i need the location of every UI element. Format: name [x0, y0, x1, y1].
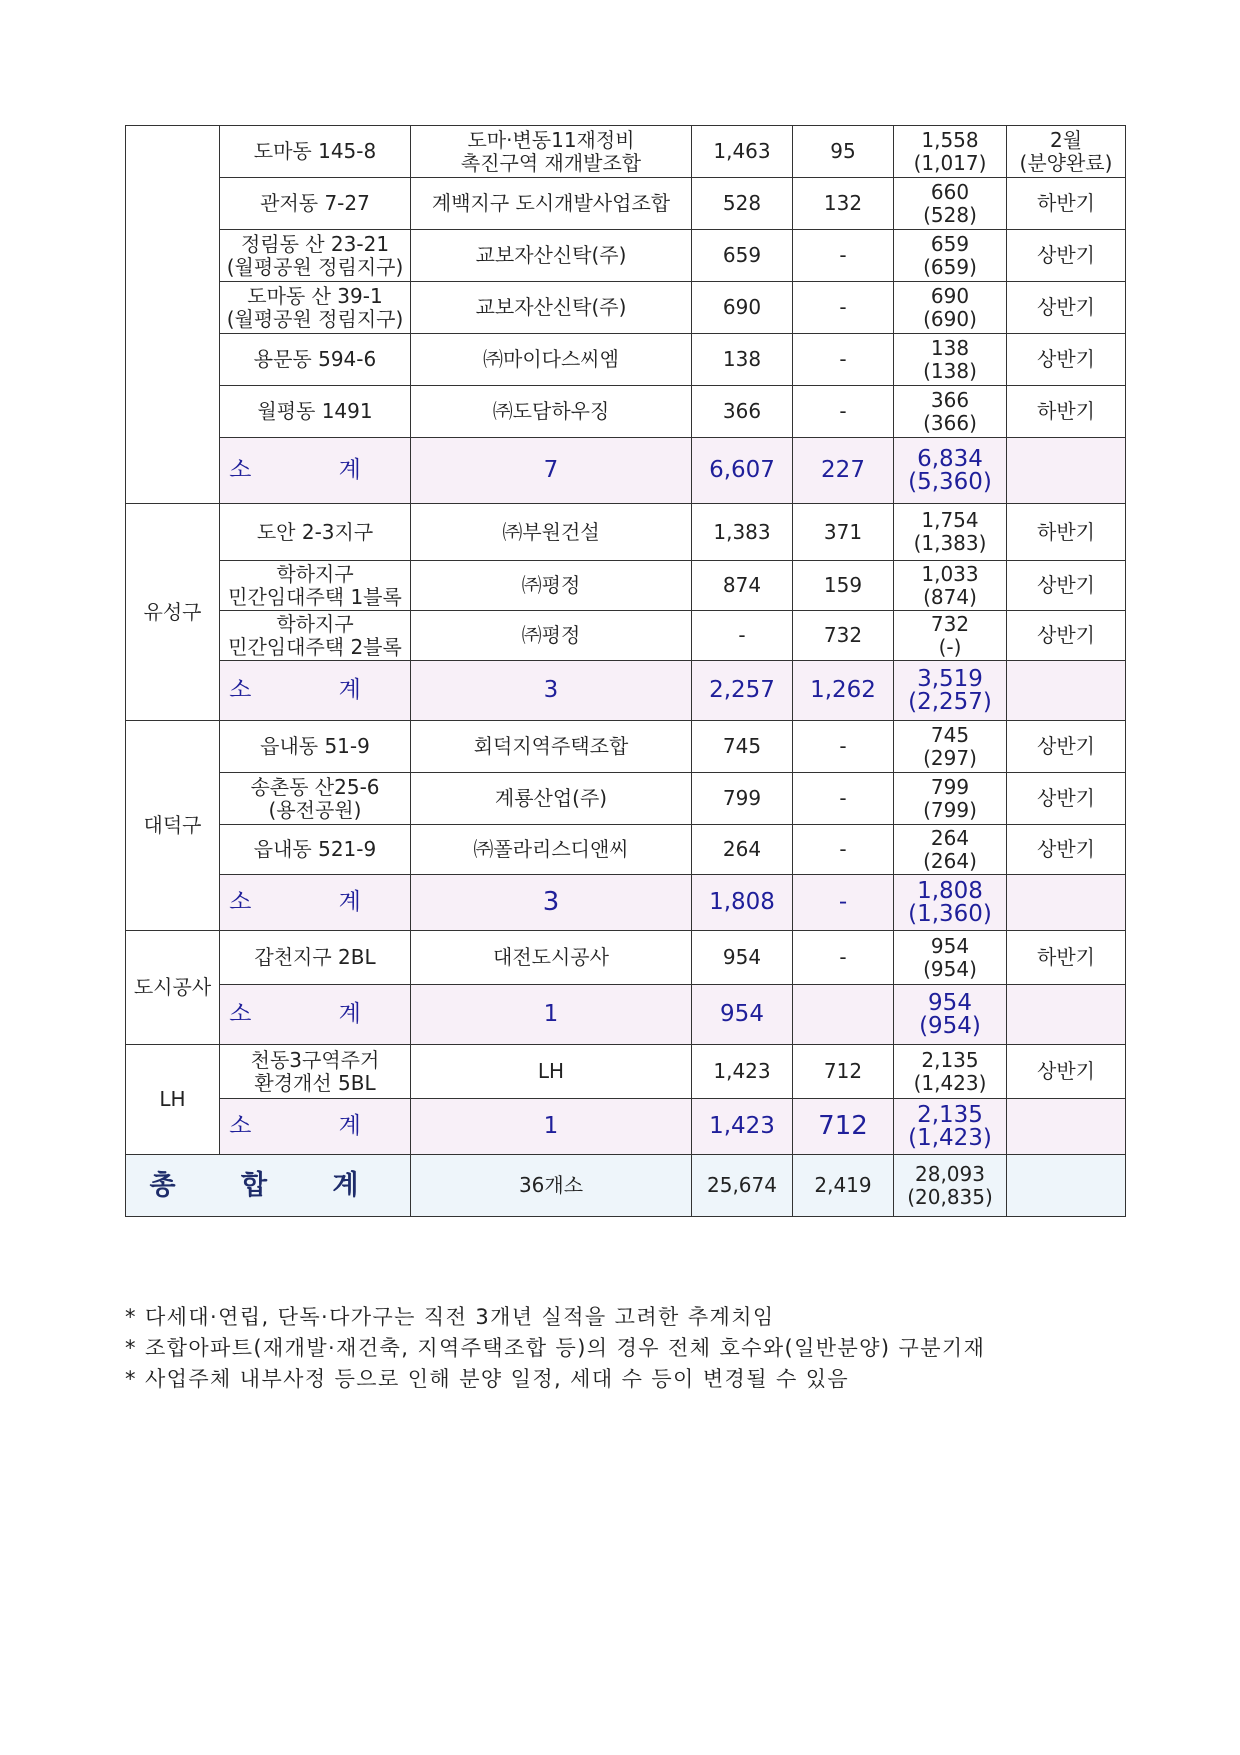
cell-line: 상반기: [1037, 295, 1095, 319]
location-cell: [220, 126, 411, 178]
cell-line: 도마·변동11재정비: [467, 127, 635, 152]
total-value: 2,135: [921, 1047, 979, 1072]
total-cell: [894, 1099, 1007, 1155]
total-general-sale: (690): [923, 306, 977, 331]
cell-line: 상반기: [1037, 623, 1095, 647]
total-general-sale: (799): [923, 797, 977, 822]
developer-cell: [411, 773, 692, 825]
location-cell: [220, 773, 411, 825]
count-cell: -: [793, 773, 894, 825]
cell-line: 도안 2-3지구: [256, 519, 374, 544]
table-row: [126, 334, 1126, 386]
count-cell: 954: [692, 931, 793, 985]
cell-line: 상반기: [1037, 243, 1095, 267]
total-general-sale: (874): [923, 584, 977, 609]
total-general-sale: (1,360): [908, 900, 992, 927]
total-cell: [894, 438, 1007, 504]
count-cell: -: [793, 334, 894, 386]
total-value: 1,558: [921, 127, 979, 152]
subtotal-count: 6,607: [692, 438, 793, 504]
total-general-sale: (264): [923, 848, 977, 873]
total-cell: [894, 178, 1007, 230]
total-general-sale: (297): [923, 745, 977, 770]
cell-line: 월평동 1491: [257, 399, 373, 423]
subtotal-row: [126, 875, 1126, 931]
location-cell: [220, 334, 411, 386]
total-value: 745: [930, 722, 970, 747]
total-value: 954: [930, 933, 970, 958]
developer-cell: [411, 282, 692, 334]
table-row: [126, 126, 1126, 178]
cell-line: (분양완료): [1019, 150, 1113, 175]
total-cell: [894, 1155, 1007, 1217]
count-cell: 799: [692, 773, 793, 825]
schedule-cell: [1007, 126, 1126, 178]
total-general-sale: (5,360): [908, 468, 992, 495]
total-general-sale: (954): [919, 1012, 981, 1039]
total-value: 6,834: [917, 445, 983, 472]
cell-line: ㈜평정: [521, 623, 581, 647]
grand-total-label: 총 합 계: [126, 1155, 411, 1217]
subtotal-label: 소 계: [220, 875, 411, 931]
cell-line: 하반기: [1037, 191, 1095, 215]
total-value: 2,135: [917, 1101, 983, 1128]
location-cell: [220, 931, 411, 985]
count-cell: 1,383: [692, 504, 793, 561]
total-general-sale: (1,017): [913, 150, 987, 175]
grand-total-count: 25,674: [692, 1155, 793, 1217]
count-cell: -: [793, 721, 894, 773]
cell-line: 읍내동 521-9: [253, 837, 377, 861]
total-cell: [894, 825, 1007, 875]
count-cell: 132: [793, 178, 894, 230]
total-value: 138: [930, 335, 970, 360]
total-general-sale: (528): [923, 202, 977, 227]
total-cell: [894, 931, 1007, 985]
total-general-sale: (954): [923, 956, 977, 981]
total-cell: [894, 875, 1007, 931]
developer-cell: [411, 561, 692, 611]
total-value: 1,033: [921, 561, 979, 586]
total-value: 1,808: [917, 877, 983, 904]
developer-cell: [411, 386, 692, 438]
cell-line: 상반기: [1037, 1059, 1095, 1083]
cell-line: 도마동 산 39-1: [247, 283, 383, 308]
subtotal-count: -: [793, 875, 894, 931]
count-cell: 745: [692, 721, 793, 773]
total-general-sale: (659): [923, 254, 977, 279]
cell-line: 2월: [1049, 127, 1083, 152]
count-cell: 874: [692, 561, 793, 611]
schedule-cell: [1007, 1045, 1126, 1099]
total-general-sale: (20,835): [907, 1184, 993, 1209]
table-row: [126, 282, 1126, 334]
schedule-cell: [1007, 504, 1126, 561]
cell-line: 학하지구: [276, 561, 354, 586]
table-row: [126, 825, 1126, 875]
total-cell: [894, 504, 1007, 561]
subtotal-count: 227: [793, 438, 894, 504]
cell-line: 환경개선 5BL: [254, 1070, 376, 1095]
subtotal-sites: 7: [411, 438, 692, 504]
total-cell: [894, 230, 1007, 282]
count-cell: 159: [793, 561, 894, 611]
cell-line: ㈜부원건설: [502, 519, 600, 544]
cell-line: 갑천지구 2BL: [254, 945, 376, 969]
subtotal-row: [126, 1099, 1126, 1155]
table-row: [126, 611, 1126, 661]
grand-total-row: [126, 1155, 1126, 1217]
schedule-cell: [1007, 282, 1126, 334]
total-value: 1,754: [921, 508, 979, 532]
housing-supply-table: [125, 125, 1126, 1217]
location-cell: [220, 282, 411, 334]
subtotal-label: 소 계: [220, 661, 411, 721]
total-value: 28,093: [915, 1161, 985, 1186]
cell-line: 상반기: [1037, 734, 1095, 758]
table-row: [126, 931, 1126, 985]
total-general-sale: (138): [923, 358, 977, 383]
count-cell: -: [793, 282, 894, 334]
cell-line: 상반기: [1037, 837, 1095, 861]
cell-line: ㈜도담하우징: [492, 399, 610, 423]
subtotal-blank: [1007, 1099, 1126, 1155]
total-cell: [894, 985, 1007, 1045]
count-cell: 366: [692, 386, 793, 438]
count-cell: -: [692, 611, 793, 661]
table-row: [126, 230, 1126, 282]
developer-cell: [411, 334, 692, 386]
table-row: [126, 178, 1126, 230]
total-cell: [894, 386, 1007, 438]
table-row: [126, 504, 1126, 561]
cell-line: (용전공원): [268, 797, 362, 822]
total-general-sale: (1,423): [913, 1070, 987, 1095]
total-cell: [894, 282, 1007, 334]
count-cell: 659: [692, 230, 793, 282]
grand-total-blank: [1007, 1155, 1126, 1217]
developer-cell: [411, 178, 692, 230]
developer-cell: [411, 931, 692, 985]
footnote: * 조합아파트(재개발·재건축, 지역주택조합 등)의 경우 전체 호수와(일반분양) 구분기재: [125, 1336, 986, 1360]
count-cell: 95: [793, 126, 894, 178]
table-row: [126, 1045, 1126, 1099]
developer-cell: [411, 721, 692, 773]
cell-line: (월평공원 정림지구): [226, 306, 404, 331]
count-cell: -: [793, 230, 894, 282]
cell-line: 민간임대주택 1블록: [228, 584, 402, 609]
total-cell: [894, 1045, 1007, 1099]
schedule-cell: [1007, 386, 1126, 438]
total-cell: [894, 561, 1007, 611]
total-cell: [894, 661, 1007, 721]
cell-line: 학하지구: [276, 611, 354, 636]
subtotal-label: 소 계: [220, 1099, 411, 1155]
count-cell: -: [793, 386, 894, 438]
schedule-cell: [1007, 178, 1126, 230]
cell-line: 하반기: [1037, 519, 1095, 544]
cell-line: 송촌동 산25-6: [250, 774, 380, 799]
subtotal-count: 2,257: [692, 661, 793, 721]
count-cell: 371: [793, 504, 894, 561]
location-cell: [220, 178, 411, 230]
subtotal-row: [126, 985, 1126, 1045]
subtotal-label: 소 계: [220, 438, 411, 504]
location-cell: [220, 611, 411, 661]
cell-line: 읍내동 51-9: [260, 734, 370, 758]
schedule-cell: [1007, 721, 1126, 773]
subtotal-blank: [1007, 438, 1126, 504]
developer-cell: [411, 1045, 692, 1099]
cell-line: 천동3구역주거: [250, 1047, 380, 1072]
footnote: * 사업주체 내부사정 등으로 인해 분양 일정, 세대 수 등이 변경될 수 있음: [125, 1367, 850, 1391]
schedule-cell: [1007, 931, 1126, 985]
district-cell: 도시공사: [126, 931, 220, 1045]
cell-line: 관저동 7-27: [260, 191, 370, 215]
table-row: [126, 721, 1126, 773]
cell-line: 교보자산신탁(주): [475, 295, 627, 319]
total-general-sale: (1,423): [908, 1124, 992, 1151]
developer-cell: [411, 504, 692, 561]
total-value: 732: [930, 611, 970, 636]
grand-total-count: 2,419: [793, 1155, 894, 1217]
cell-line: 도마동 145-8: [253, 139, 377, 163]
subtotal-count: 1,423: [692, 1099, 793, 1155]
schedule-cell: [1007, 561, 1126, 611]
cell-line: LH: [537, 1059, 565, 1083]
cell-line: 대전도시공사: [493, 945, 609, 969]
count-cell: 138: [692, 334, 793, 386]
cell-line: ㈜마이다스씨엠: [483, 347, 619, 371]
total-value: 264: [930, 825, 970, 850]
table-row: [126, 773, 1126, 825]
total-general-sale: (366): [923, 410, 977, 435]
total-general-sale: (-): [938, 634, 962, 659]
subtotal-blank: [1007, 985, 1126, 1045]
location-cell: [220, 386, 411, 438]
subtotal-sites: 3: [411, 661, 692, 721]
count-cell: 1,423: [692, 1045, 793, 1099]
cell-line: 상반기: [1037, 573, 1095, 597]
total-cell: [894, 334, 1007, 386]
table-row: [126, 561, 1126, 611]
cell-line: 하반기: [1037, 945, 1095, 969]
subtotal-row: [126, 661, 1126, 721]
subtotal-count: 712: [793, 1099, 894, 1155]
location-cell: [220, 721, 411, 773]
subtotal-blank: [1007, 661, 1126, 721]
total-general-sale: (1,383): [913, 531, 987, 555]
schedule-cell: [1007, 825, 1126, 875]
developer-cell: [411, 126, 692, 178]
cell-line: 정림동 산 23-21: [240, 231, 390, 256]
subtotal-sites: 3: [411, 875, 692, 931]
total-cell: [894, 126, 1007, 178]
cell-line: 하반기: [1037, 399, 1095, 423]
district-cell: 유성구: [126, 504, 220, 721]
total-cell: [894, 773, 1007, 825]
cell-line: 용문동 594-6: [253, 347, 377, 371]
location-cell: [220, 1045, 411, 1099]
schedule-cell: [1007, 611, 1126, 661]
cell-line: (월평공원 정림지구): [226, 254, 404, 279]
subtotal-count: 1,808: [692, 875, 793, 931]
subtotal-count: 1,262: [793, 661, 894, 721]
cell-line: 계백지구 도시개발사업조합: [431, 191, 671, 215]
grand-total-sites: 36개소: [411, 1155, 692, 1217]
subtotal-label: 소 계: [220, 985, 411, 1045]
footnote: * 다세대·연립, 단독·다가구는 직전 3개년 실적을 고려한 추계치임: [125, 1305, 775, 1329]
total-cell: [894, 611, 1007, 661]
developer-cell: [411, 611, 692, 661]
subtotal-blank: [1007, 875, 1126, 931]
developer-cell: [411, 825, 692, 875]
district-cell: LH: [126, 1045, 220, 1155]
count-cell: -: [793, 931, 894, 985]
count-cell: 264: [692, 825, 793, 875]
total-value: 660: [930, 179, 970, 204]
total-cell: [894, 721, 1007, 773]
subtotal-count: 954: [692, 985, 793, 1045]
developer-cell: [411, 230, 692, 282]
subtotal-sites: 1: [411, 985, 692, 1045]
subtotal-count: [793, 985, 894, 1045]
total-value: 3,519: [917, 665, 983, 692]
footnotes: [125, 1302, 1125, 1395]
table-row: [126, 386, 1126, 438]
cell-line: ㈜평정: [521, 573, 581, 597]
schedule-cell: [1007, 334, 1126, 386]
location-cell: [220, 825, 411, 875]
count-cell: 712: [793, 1045, 894, 1099]
cell-line: 상반기: [1037, 786, 1095, 810]
location-cell: [220, 504, 411, 561]
district-cell: 대덕구: [126, 721, 220, 931]
count-cell: 690: [692, 282, 793, 334]
schedule-cell: [1007, 773, 1126, 825]
total-value: 954: [928, 989, 972, 1016]
location-cell: [220, 561, 411, 611]
schedule-cell: [1007, 230, 1126, 282]
total-general-sale: (2,257): [908, 688, 992, 715]
cell-line: 회덕지역주택조합: [473, 734, 629, 758]
count-cell: 528: [692, 178, 793, 230]
total-value: 366: [930, 387, 970, 412]
location-cell: [220, 230, 411, 282]
cell-line: 촉진구역 재개발조합: [460, 150, 642, 175]
cell-line: 민간임대주택 2블록: [228, 634, 402, 659]
count-cell: 732: [793, 611, 894, 661]
subtotal-sites: 1: [411, 1099, 692, 1155]
total-value: 659: [930, 231, 970, 256]
cell-line: 상반기: [1037, 347, 1095, 371]
count-cell: 1,463: [692, 126, 793, 178]
cell-line: 교보자산신탁(주): [475, 243, 627, 267]
district-cell: [126, 126, 220, 504]
cell-line: 계룡산업(주): [494, 786, 608, 810]
cell-line: ㈜폴라리스디앤씨: [473, 837, 629, 861]
total-value: 690: [930, 283, 970, 308]
subtotal-row: [126, 438, 1126, 504]
total-value: 799: [930, 774, 970, 799]
count-cell: -: [793, 825, 894, 875]
